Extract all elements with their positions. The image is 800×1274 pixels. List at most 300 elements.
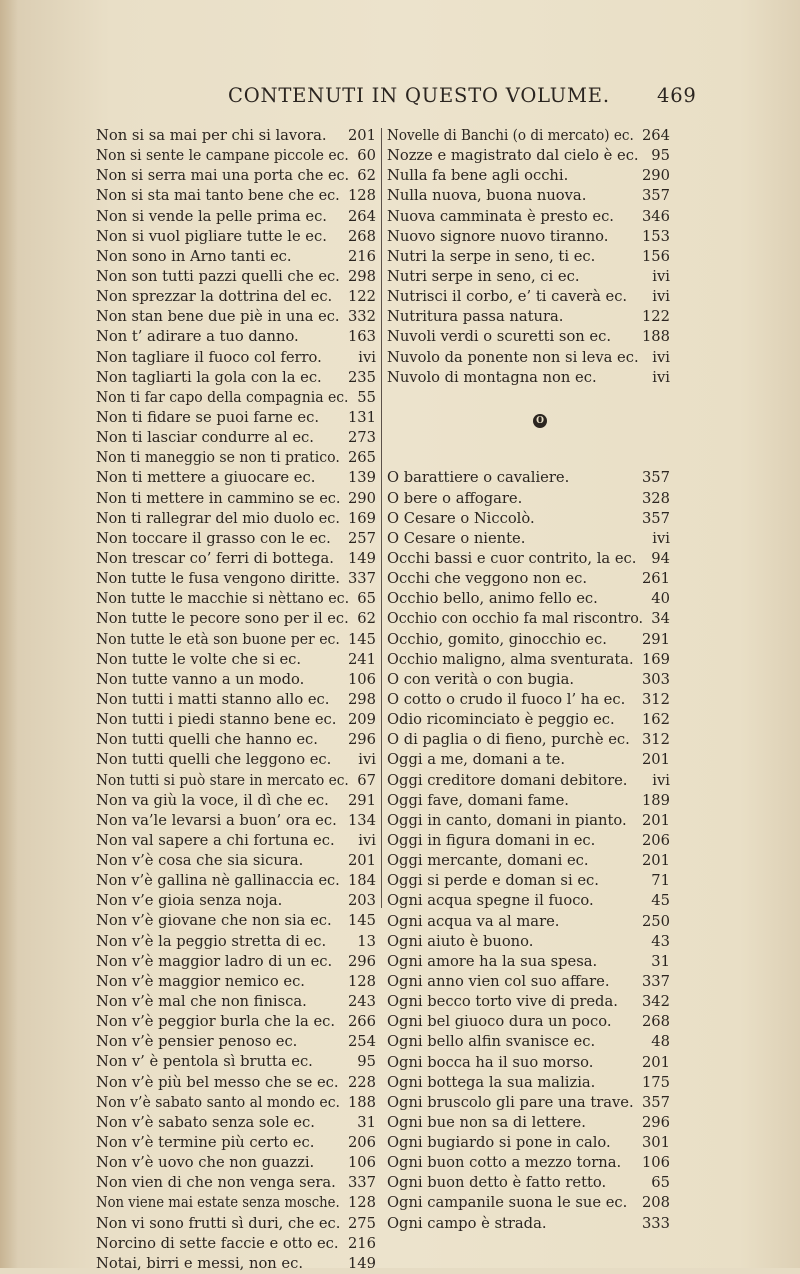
index-entry <box>96 529 376 549</box>
index-entry <box>96 207 376 227</box>
entry-text: O Cesare o Niccolò. <box>387 509 535 527</box>
entry-page: 273 <box>347 429 376 447</box>
entry-page: 333 <box>641 1214 670 1232</box>
index-entry <box>387 831 670 851</box>
entry-text: Ogni bue non sa di lettere. <box>387 1113 586 1131</box>
entry-text: Non v’è uovo che non guazzi. <box>96 1154 315 1172</box>
entry-text: Oggi in canto, domani in pianto. <box>387 811 627 829</box>
index-entry <box>96 408 376 428</box>
entry-text: Occhio con occhio fa mal riscontro. <box>387 610 644 628</box>
index-column-right <box>387 126 670 1234</box>
entry-text: Nuova camminata è presto ec. <box>387 207 614 225</box>
index-entry <box>387 750 670 770</box>
entry-text: Non vien di che non venga sera. <box>96 1174 336 1192</box>
entry-text: Non va giù la voce, il dì che ec. <box>96 791 329 809</box>
entry-text: Non tutti quelli che leggono ec. <box>96 751 332 769</box>
entry-page: 268 <box>347 227 376 245</box>
entry-text: Non tutte le volte che si ec. <box>96 650 302 668</box>
index-entry <box>387 287 670 307</box>
index-entry <box>96 287 376 307</box>
index-entry <box>96 650 376 670</box>
section-break <box>387 388 670 469</box>
entry-page: 60 <box>357 147 376 165</box>
entry-page: 139 <box>347 469 376 487</box>
index-entry <box>96 811 376 831</box>
index-entry <box>387 912 670 932</box>
entry-text: Non son tutti pazzi quelli che ec. <box>96 267 340 285</box>
entry-text: Non ti far capo della compagnia ec. <box>96 388 349 406</box>
entry-text: Ogni bottega la sua malizia. <box>387 1073 596 1091</box>
index-entry <box>387 871 670 891</box>
entry-text: O Cesare o niente. <box>387 529 526 547</box>
entry-text: Ogni buon cotto a mezzo torna. <box>387 1154 622 1172</box>
entry-page: 346 <box>641 207 670 225</box>
entry-page: 296 <box>641 1113 670 1131</box>
entry-page: 201 <box>641 811 670 829</box>
index-entry <box>387 932 670 952</box>
index-entry <box>96 489 376 509</box>
entry-page: ivi <box>358 348 376 366</box>
index-entry <box>387 1153 670 1173</box>
entry-page: 94 <box>651 549 670 567</box>
entry-page: ivi <box>652 529 670 547</box>
entry-page: 209 <box>347 711 376 729</box>
entry-page: 332 <box>347 308 376 326</box>
index-entry <box>387 710 670 730</box>
entry-text: Occhi bassi e cuor contrito, la ec. <box>387 549 637 567</box>
entry-text: Ogni bocca ha il suo morso. <box>387 1053 594 1071</box>
entry-text: Non tutti i piedi stanno bene ec. <box>96 711 337 729</box>
entry-page: 337 <box>347 1174 376 1192</box>
entry-page: 275 <box>347 1214 376 1232</box>
index-entry <box>96 851 376 871</box>
index-entry <box>96 831 376 851</box>
entry-page: 328 <box>641 489 670 507</box>
index-entry <box>387 952 670 972</box>
entry-text: Non v’ è pentola sì brutta ec. <box>96 1053 313 1071</box>
entry-page: 184 <box>347 872 376 890</box>
index-entry <box>387 348 670 368</box>
entry-page: 296 <box>347 731 376 749</box>
index-entry <box>96 186 376 206</box>
entry-text: Ogni becco torto vive di preda. <box>387 993 618 1011</box>
entry-page: 34 <box>651 610 670 628</box>
entry-page: ivi <box>652 368 670 386</box>
entry-text: Occhio, gomito, ginocchio ec. <box>387 630 607 648</box>
entry-text: Nulla nuova, buona nuova. <box>387 187 587 205</box>
running-header <box>228 84 697 107</box>
index-entry <box>387 1032 670 1052</box>
entry-page: 71 <box>651 872 670 890</box>
entry-text: Ogni anno vien col suo affare. <box>387 972 610 990</box>
index-entry <box>96 1113 376 1133</box>
entry-text: Nuovo signore nuovo tiranno. <box>387 227 609 245</box>
entry-text: Non tutti i matti stanno allo ec. <box>96 690 330 708</box>
index-entry <box>96 388 376 408</box>
entry-text: Non v’è peggior burla che la ec. <box>96 1013 336 1031</box>
entry-text: Ogni bel giuoco dura un poco. <box>387 1013 612 1031</box>
entry-text: Nuvolo da ponente non si leva ec. <box>387 348 639 366</box>
entry-page: 131 <box>347 408 376 426</box>
entry-text: Non va’le levarsi a buon’ ora ec. <box>96 811 337 829</box>
index-entry <box>96 771 376 791</box>
index-entry <box>387 1113 670 1133</box>
entry-text: Non si vende la pelle prima ec. <box>96 207 327 225</box>
entry-text: Non sprezzar la dottrina del ec. <box>96 288 333 306</box>
entry-text: Nozze e magistrato dal cielo è ec. <box>387 147 639 165</box>
entry-page: 128 <box>347 972 376 990</box>
entry-text: Ogni campo è strada. <box>387 1214 547 1232</box>
entry-page: 48 <box>651 1033 670 1051</box>
header-title: CONTENUTI IN QUESTO VOLUME. <box>228 84 610 107</box>
index-entry <box>96 871 376 891</box>
entry-page: 243 <box>347 993 376 1011</box>
index-entry <box>387 730 670 750</box>
entry-page: 45 <box>651 892 670 910</box>
entry-text: Ogni amore ha la sua spesa. <box>387 952 598 970</box>
entry-page: 265 <box>347 449 376 467</box>
entry-page: 162 <box>641 711 670 729</box>
index-entry <box>387 609 670 629</box>
entry-page: ivi <box>652 288 670 306</box>
entry-page: 201 <box>641 751 670 769</box>
index-entry <box>387 1012 670 1032</box>
entry-text: Non v’è pensier penoso ec. <box>96 1033 298 1051</box>
index-entry <box>387 468 670 488</box>
entry-text: Non v’è mal che non finisca. <box>96 993 307 1011</box>
index-entry <box>387 1133 670 1153</box>
entry-page: 149 <box>347 549 376 567</box>
entry-page: 312 <box>641 690 670 708</box>
index-entry <box>96 247 376 267</box>
entry-text: Non ti rallegrar del mio duolo ec. <box>96 509 340 527</box>
entry-page: 337 <box>347 570 376 588</box>
entry-text: Non si vuol pigliare tutte le ec. <box>96 227 327 245</box>
index-entry <box>96 166 376 186</box>
entry-page: 106 <box>641 1154 670 1172</box>
entry-page: 67 <box>357 771 376 789</box>
index-entry <box>387 207 670 227</box>
index-entry <box>387 670 670 690</box>
page-number: 469 <box>657 84 697 107</box>
entry-page: 134 <box>347 811 376 829</box>
entry-page: 31 <box>357 1113 376 1131</box>
entry-text: Ogni campanile suona le sue ec. <box>387 1194 628 1212</box>
entry-page: 298 <box>347 267 376 285</box>
index-entry <box>387 851 670 871</box>
entry-page: 62 <box>357 610 376 628</box>
entry-text: Non val sapere a chi fortuna ec. <box>96 831 335 849</box>
entry-page: 216 <box>347 1234 376 1252</box>
entry-text: O di paglia o di fieno, purchè ec. <box>387 731 630 749</box>
entry-page: 40 <box>651 590 670 608</box>
entry-text: O bere o affogare. <box>387 489 523 507</box>
entry-text: Ogni buon detto è fatto retto. <box>387 1174 607 1192</box>
entry-text: O con verità o con bugia. <box>387 670 575 688</box>
entry-text: Occhio maligno, alma sventurata. <box>387 650 634 668</box>
index-entry <box>96 1254 376 1274</box>
entry-page: 266 <box>347 1013 376 1031</box>
index-entry <box>96 368 376 388</box>
index-entry <box>96 227 376 247</box>
index-entry <box>387 549 670 569</box>
entry-page: 357 <box>641 469 670 487</box>
index-entry <box>96 1073 376 1093</box>
entry-text: Non si sta mai tanto bene che ec. <box>96 187 340 205</box>
entry-text: Non sono in Arno tanti ec. <box>96 247 292 265</box>
entry-page: ivi <box>358 831 376 849</box>
entry-page: 65 <box>357 590 376 608</box>
index-entry <box>387 650 670 670</box>
entry-text: Nutrisci il corbo, e’ ti caverà ec. <box>387 288 628 306</box>
index-entry <box>96 911 376 931</box>
entry-text: Non v’è maggior ladro di un ec. <box>96 952 333 970</box>
index-entry <box>387 791 670 811</box>
entry-text: Non v’è sabato senza sole ec. <box>96 1113 315 1131</box>
index-entry <box>96 589 376 609</box>
entry-page: 312 <box>641 731 670 749</box>
entry-page: 291 <box>641 630 670 648</box>
entry-page: 169 <box>347 509 376 527</box>
entry-page: 122 <box>641 308 670 326</box>
entry-text: Oggi a me, domani a te. <box>387 751 566 769</box>
entry-page: 206 <box>641 831 670 849</box>
entry-text: Novelle di Banchi (o di mercato) ec. <box>387 127 634 144</box>
index-entry <box>387 1073 670 1093</box>
entry-text: Non ti mettere in cammino se ec. <box>96 489 341 507</box>
entry-text: Non v’è giovane che non sia ec. <box>96 912 332 930</box>
section-letter-o: O <box>533 414 547 428</box>
index-entry <box>387 307 670 327</box>
index-entry <box>387 247 670 267</box>
entry-page: 43 <box>651 932 670 950</box>
entry-text: Oggi fave, domani fame. <box>387 791 569 809</box>
entry-text: Nuvolo di montagna non ec. <box>387 368 597 386</box>
index-entry <box>387 227 670 247</box>
entry-page: 235 <box>347 368 376 386</box>
entry-page: 257 <box>347 529 376 547</box>
entry-text: Occhio bello, animo fello ec. <box>387 590 598 608</box>
index-entry <box>387 327 670 347</box>
entry-text: Non ti mettere a giuocare ec. <box>96 469 316 487</box>
entry-text: Ogni bruscolo gli pare una trave. <box>387 1093 634 1111</box>
entry-text: Ogni bugiardo si pone in calo. <box>387 1134 611 1152</box>
entry-text: Non v’è gallina nè gallinaccia ec. <box>96 872 340 890</box>
entry-text: Non tutte le età son buone per ec. <box>96 630 340 648</box>
entry-page: 175 <box>641 1073 670 1091</box>
entry-page: 189 <box>641 791 670 809</box>
index-entry <box>96 630 376 650</box>
index-entry <box>96 791 376 811</box>
entry-page: 342 <box>641 993 670 1011</box>
entry-page: 301 <box>641 1134 670 1152</box>
entry-page: 208 <box>641 1194 670 1212</box>
entry-page: 169 <box>641 650 670 668</box>
entry-page: 201 <box>347 852 376 870</box>
entry-page: 201 <box>347 127 376 144</box>
entry-text: Non ti maneggio se non ti pratico. <box>96 449 340 467</box>
entry-text: Odio ricominciato è peggio ec. <box>387 711 615 729</box>
index-entry <box>96 670 376 690</box>
entry-text: Oggi si perde e doman si ec. <box>387 872 599 890</box>
index-entry <box>96 267 376 287</box>
index-entry <box>387 126 670 146</box>
entry-text: Non v’e gioia senza noja. <box>96 892 283 910</box>
index-entry <box>387 1214 670 1234</box>
entry-page: 95 <box>651 147 670 165</box>
index-entry <box>387 186 670 206</box>
index-entry <box>96 569 376 589</box>
entry-text: Non tagliare il fuoco col ferro. <box>96 348 322 366</box>
index-entry <box>387 1053 670 1073</box>
entry-page: 268 <box>641 1013 670 1031</box>
entry-page: 145 <box>347 912 376 930</box>
index-entry <box>96 690 376 710</box>
entry-text: O barattiere o cavaliere. <box>387 469 570 487</box>
entry-page: 357 <box>641 509 670 527</box>
index-entry <box>96 146 376 166</box>
index-entry <box>387 992 670 1012</box>
entry-text: Nutri serpe in seno, ci ec. <box>387 267 580 285</box>
entry-page: 128 <box>347 187 376 205</box>
index-entry <box>387 509 670 529</box>
column-divider <box>381 128 382 908</box>
entry-text: Non v’è maggior nemico ec. <box>96 972 305 990</box>
entry-page: ivi <box>652 771 670 789</box>
entry-page: 65 <box>651 1174 670 1192</box>
index-entry <box>96 891 376 911</box>
entry-text: Norcino di sette faccie e otto ec. <box>96 1234 339 1252</box>
entry-text: Occhi che veggono non ec. <box>387 570 587 588</box>
index-entry <box>96 307 376 327</box>
entry-page: 357 <box>641 187 670 205</box>
index-entry <box>96 972 376 992</box>
entry-text: Non viene mai estate senza mosche. <box>96 1194 340 1212</box>
index-entry <box>387 569 670 589</box>
entry-page: 62 <box>357 167 376 185</box>
entry-text: Non tutte le pecore sono per il ec. <box>96 610 349 628</box>
index-entry <box>96 750 376 770</box>
entry-page: 163 <box>347 328 376 346</box>
entry-page: 128 <box>347 1194 376 1212</box>
index-entry <box>96 952 376 972</box>
entry-page: 106 <box>347 1154 376 1172</box>
index-entry <box>96 468 376 488</box>
entry-page: 55 <box>357 388 376 406</box>
entry-page: 254 <box>347 1033 376 1051</box>
entry-text: Non si serra mai una porta che ec. <box>96 167 350 185</box>
index-entry <box>387 690 670 710</box>
index-entry <box>96 348 376 368</box>
index-entry <box>387 166 670 186</box>
index-entry <box>387 972 670 992</box>
index-entry <box>96 428 376 448</box>
entry-page: 264 <box>347 207 376 225</box>
index-entry <box>96 1012 376 1032</box>
entry-text: Oggi mercante, domani ec. <box>387 852 589 870</box>
index-entry <box>96 1032 376 1052</box>
entry-text: Ogni bello alfin svanisce ec. <box>387 1033 596 1051</box>
entry-text: Nuvoli verdi o scuretti son ec. <box>387 328 612 346</box>
entry-page: 153 <box>641 227 670 245</box>
index-entry <box>96 1234 376 1254</box>
index-entry <box>96 126 376 146</box>
entry-page: 149 <box>347 1254 376 1272</box>
index-entry <box>387 1173 670 1193</box>
entry-text: Non trescar co’ ferri di bottega. <box>96 549 334 567</box>
entry-text: Ogni acqua va al mare. <box>387 912 560 930</box>
entry-text: Nutritura passa natura. <box>387 308 564 326</box>
entry-page: 122 <box>347 288 376 306</box>
entry-text: Non stan bene due piè in una ec. <box>96 308 340 326</box>
entry-text: Non tagliarti la gola con la ec. <box>96 368 322 386</box>
index-entry <box>387 368 670 388</box>
entry-page: 156 <box>641 247 670 265</box>
entry-text: Non toccare il grasso con le ec. <box>96 529 331 547</box>
index-entry <box>96 509 376 529</box>
entry-text: Ogni acqua spegne il fuoco. <box>387 892 594 910</box>
entry-page: 241 <box>347 650 376 668</box>
entry-page: 264 <box>641 127 670 144</box>
index-entry <box>387 529 670 549</box>
entry-text: Non ti fidare se puoi farne ec. <box>96 408 320 426</box>
entry-text: Notai, birri e messi, non ec. <box>96 1254 304 1272</box>
entry-page: 95 <box>357 1053 376 1071</box>
entry-text: Non tutte le macchie si nèttano ec. <box>96 590 350 608</box>
entry-page: 206 <box>347 1134 376 1152</box>
entry-text: Non v’è sabato santo al mondo ec. <box>96 1093 341 1111</box>
entry-page: 106 <box>347 670 376 688</box>
entry-text: Non v’è cosa che sia sicura. <box>96 852 304 870</box>
entry-page: 216 <box>347 247 376 265</box>
index-entry <box>96 992 376 1012</box>
entry-page: 250 <box>641 912 670 930</box>
entry-page: 337 <box>641 972 670 990</box>
entry-page: ivi <box>652 348 670 366</box>
entry-page: 303 <box>641 670 670 688</box>
index-entry <box>96 609 376 629</box>
entry-text: Non tutti quelli che hanno ec. <box>96 731 318 749</box>
index-entry <box>387 771 670 791</box>
index-entry <box>387 267 670 287</box>
entry-page: 228 <box>347 1073 376 1091</box>
entry-page: 188 <box>641 328 670 346</box>
entry-page: 31 <box>651 952 670 970</box>
index-entry <box>387 589 670 609</box>
index-column-left <box>96 126 376 1274</box>
entry-page: 296 <box>347 952 376 970</box>
entry-text: Non v’è la peggio stretta di ec. <box>96 932 327 950</box>
entry-text: O cotto o crudo il fuoco l’ ha ec. <box>387 690 626 708</box>
entry-text: Non si sente le campane piccole ec. <box>96 147 349 165</box>
index-entry <box>96 710 376 730</box>
entry-page: 291 <box>347 791 376 809</box>
index-entry <box>387 630 670 650</box>
entry-page: ivi <box>358 751 376 769</box>
index-entry <box>387 811 670 831</box>
entry-page: 290 <box>641 167 670 185</box>
entry-text: Oggi creditore domani debitore. <box>387 771 628 789</box>
entry-text: Non tutte vanno a un modo. <box>96 670 305 688</box>
index-entry <box>96 932 376 952</box>
index-entry <box>96 448 376 468</box>
entry-text: Ogni aiuto è buono. <box>387 932 534 950</box>
entry-page: 261 <box>641 570 670 588</box>
index-entry <box>96 1133 376 1153</box>
entry-page: 201 <box>641 852 670 870</box>
entry-page: 203 <box>347 892 376 910</box>
index-entry <box>96 549 376 569</box>
